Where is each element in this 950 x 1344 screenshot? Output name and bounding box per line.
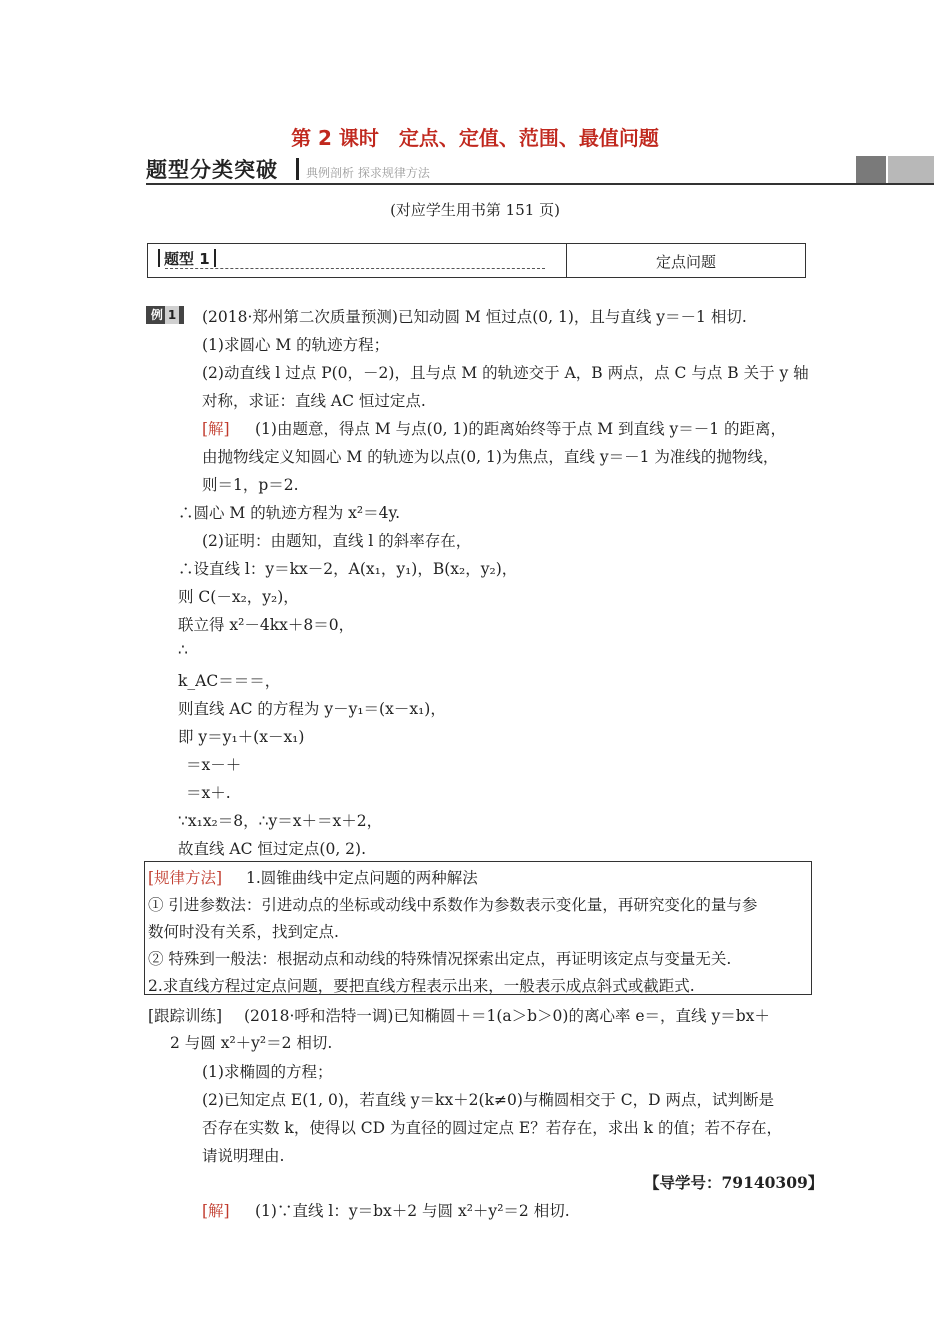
method-line: ② 特殊到一般法：根据动点和动线的特殊情况探索出定点，再证明该定点与变量无关. [148, 950, 732, 968]
solution-line: ∴设直线 l：y＝kx－2，A(x₁，y₁)，B(x₂，y₂)， [178, 560, 518, 578]
type-dash-line [165, 268, 545, 269]
solution-line: ＝x－＋ [186, 756, 242, 774]
example-badge [146, 306, 184, 324]
example-q1: (1)求圆心 M 的轨迹方程； [202, 336, 390, 354]
solution-tag: [解] [202, 420, 230, 438]
example-badge-number: 1 [165, 306, 179, 324]
type-label: 题型 1 [164, 250, 210, 268]
followup-line: (2018·呼和浩特一调)已知椭圆＋＝1(a＞b＞0)的离心率 e＝，直线 y＝bx＋ [244, 1007, 770, 1025]
solution-line: 即 y＝y₁＋(x－x₁) [178, 728, 305, 746]
type-name: 定点问题 [655, 253, 716, 271]
method-line: 1.圆锥曲线中定点问题的两种解法 [246, 869, 478, 887]
example-badge-label: 例 [150, 308, 163, 322]
followup-tag: [跟踪训练] [148, 1007, 223, 1025]
method-line: ① 引进参数法：引进动点的坐标或动线中系数作为参数表示变化量，再研究变化的量与参 [148, 896, 758, 914]
example-q2-line2: 对称，求证：直线 AC 恒过定点. [202, 392, 426, 410]
banner-decor-dark [856, 156, 886, 183]
section-banner-title: 题型分类突破 [146, 158, 278, 182]
followup-q1: (1)求椭圆的方程； [202, 1063, 333, 1081]
guide-code: 【导学号：79140309】 [644, 1173, 824, 1192]
banner-rule [146, 183, 934, 185]
method-line: 数何时没有关系，找到定点. [148, 923, 339, 941]
method-tag: [规律方法] [148, 869, 223, 887]
followup-solution-tag: [解] [202, 1202, 230, 1220]
solution-line: ∵x₁x₂＝8，∴y＝x＋＝x＋2， [178, 812, 383, 830]
solution-line: k_AC＝＝＝， [178, 672, 281, 690]
example-q2-line1: (2)动直线 l 过点 P(0，－2)，且与点 M 的轨迹交于 A，B 两点，点 C 与点 B 关于 y 轴 [202, 364, 809, 382]
followup-q2-line3: 请说明理由. [202, 1147, 285, 1165]
solution-line: 联立得 x²－4kx＋8＝0， [178, 616, 355, 634]
solution-line: 故直线 AC 恒过定点(0, 2). [178, 840, 367, 858]
solution-line: 则直线 AC 的方程为 y－y₁＝(x－x₁)， [178, 700, 446, 718]
solution-line: 则＝1，p＝2. [202, 476, 299, 494]
page-title: 第 2 课时 定点、定值、范围、最值问题 [291, 126, 659, 150]
example-problem: (2018·郑州第二次质量预测)已知动圆 M 恒过点(0, 1)，且与直线 y＝－1 相切. [202, 308, 747, 326]
solution-line: (2)证明：由题知，直线 l 的斜率存在， [202, 532, 472, 550]
followup-line: 2 与圆 x²＋y²＝2 相切. [170, 1034, 333, 1052]
solution-line: ∴圆心 M 的轨迹方程为 x²＝4y. [178, 504, 401, 522]
followup-q2-line2: 否存在实数 k，使得以 CD 为直径的圆过定点 E？若存在，求出 k 的值；若不存在， [202, 1119, 782, 1137]
section-banner-subtitle: 典例剖析 探求规律方法 [306, 166, 430, 180]
method-line: 2.求直线方程过定点问题，要把直线方程表示出来，一般表示成点斜式或截距式. [148, 977, 695, 995]
followup-q2-line1: (2)已知定点 E(1, 0)，若直线 y＝kx＋2(k≠0)与椭圆相交于 C，D 两点，试判断是 [202, 1091, 775, 1109]
solution-line: ＝x＋. [186, 784, 231, 802]
solution-line: ∴ [178, 641, 188, 659]
solution-line: 则 C(－x₂，y₂)， [178, 588, 299, 606]
solution-line: (1)由题意，得点 M 与点(0, 1)的距离始终等于点 M 到直线 y＝－1 的距离， [255, 420, 787, 438]
banner-divider [296, 158, 299, 180]
followup-solution-line: (1)∵直线 l：y＝bx＋2 与圆 x²＋y²＝2 相切. [255, 1202, 570, 1220]
solution-line: 由抛物线定义知圆心 M 的轨迹为以点(0, 1)为焦点，直线 y＝－1 为准线的抛物线， [202, 448, 779, 466]
banner-decor-light [888, 156, 934, 183]
book-reference: (对应学生用书第 151 页) [390, 201, 560, 219]
